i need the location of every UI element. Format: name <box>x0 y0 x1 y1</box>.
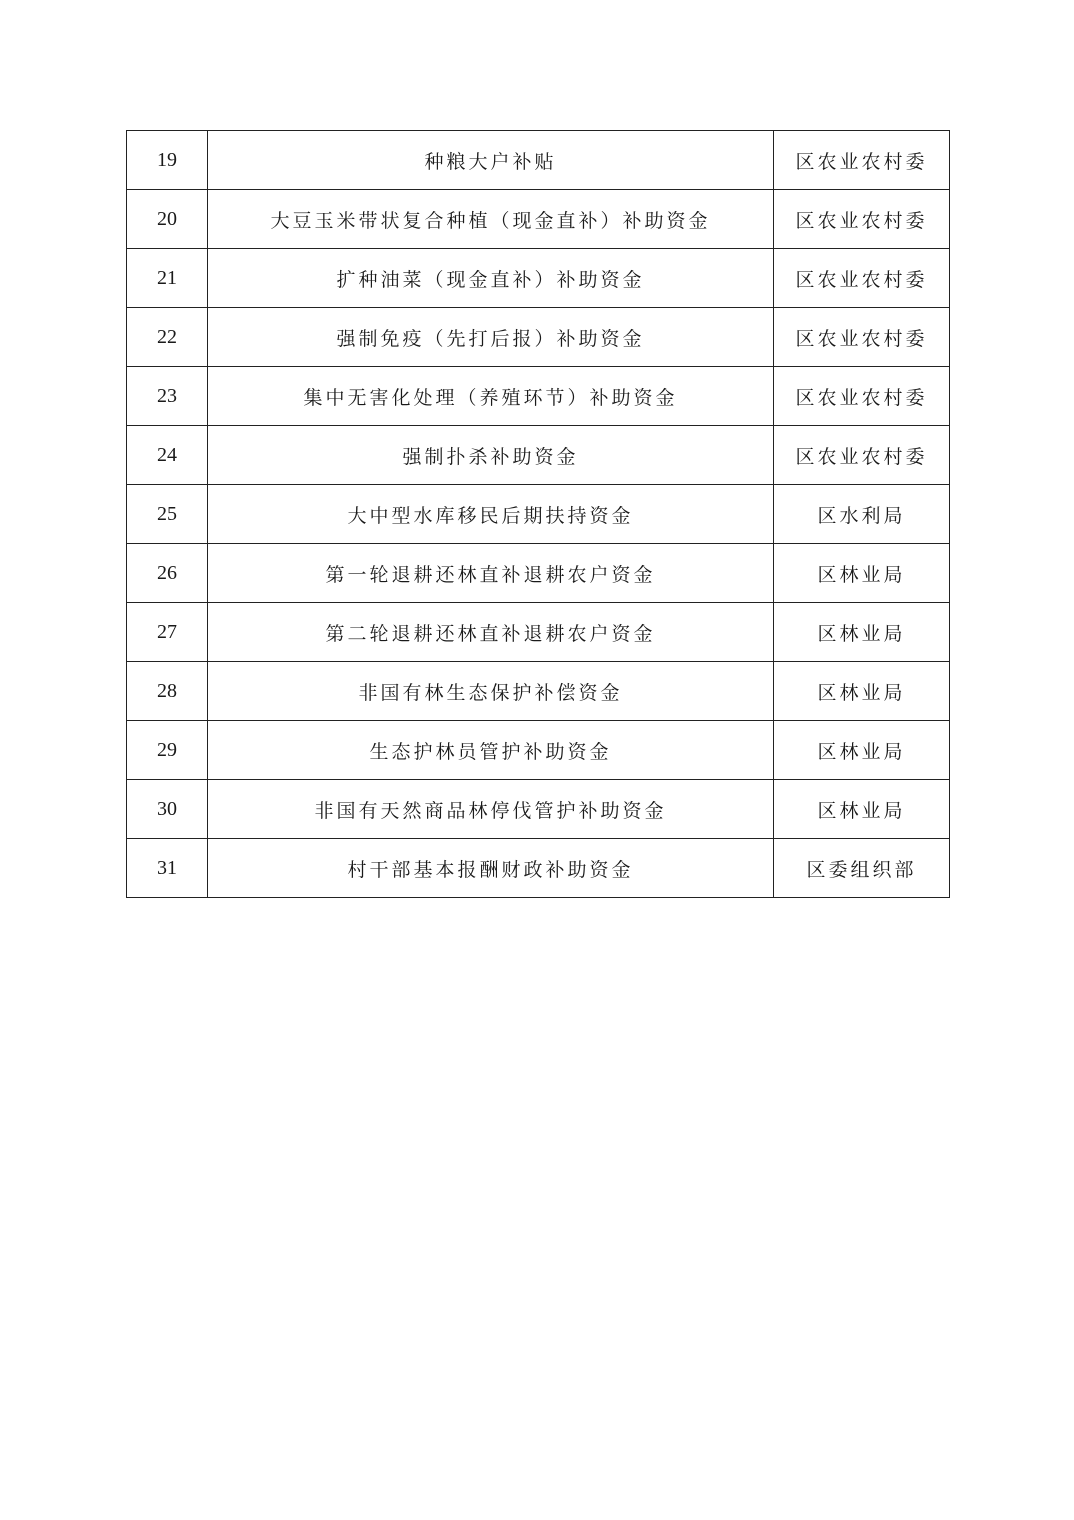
table-body <box>127 131 950 898</box>
table-row <box>127 367 950 426</box>
responsible-department: 区水利局 <box>774 485 950 544</box>
row-number: 23 <box>127 367 208 426</box>
fund-name: 村干部基本报酬财政补助资金 <box>208 839 774 898</box>
responsible-department: 区林业局 <box>774 544 950 603</box>
row-number: 22 <box>127 308 208 367</box>
fund-name: 生态护林员管护补助资金 <box>208 721 774 780</box>
responsible-department: 区林业局 <box>774 780 950 839</box>
table-row <box>127 544 950 603</box>
responsible-department: 区农业农村委 <box>774 190 950 249</box>
fund-name: 大中型水库移民后期扶持资金 <box>208 485 774 544</box>
row-number: 28 <box>127 662 208 721</box>
row-number: 19 <box>127 131 208 190</box>
row-number: 27 <box>127 603 208 662</box>
responsible-department: 区委组织部 <box>774 839 950 898</box>
table-row <box>127 662 950 721</box>
row-number: 31 <box>127 839 208 898</box>
table-row <box>127 603 950 662</box>
responsible-department: 区农业农村委 <box>774 367 950 426</box>
row-number: 25 <box>127 485 208 544</box>
fund-name: 种粮大户补贴 <box>208 131 774 190</box>
table-row <box>127 721 950 780</box>
fund-name: 强制扑杀补助资金 <box>208 426 774 485</box>
fund-name: 第一轮退耕还林直补退耕农户资金 <box>208 544 774 603</box>
table-row <box>127 485 950 544</box>
table-row <box>127 839 950 898</box>
fund-name: 第二轮退耕还林直补退耕农户资金 <box>208 603 774 662</box>
row-number: 29 <box>127 721 208 780</box>
table-row <box>127 131 950 190</box>
responsible-department: 区农业农村委 <box>774 249 950 308</box>
fund-name: 集中无害化处理（养殖环节）补助资金 <box>208 367 774 426</box>
table-row <box>127 249 950 308</box>
row-number: 30 <box>127 780 208 839</box>
row-number: 21 <box>127 249 208 308</box>
responsible-department: 区农业农村委 <box>774 426 950 485</box>
responsible-department: 区林业局 <box>774 662 950 721</box>
fund-name: 强制免疫（先打后报）补助资金 <box>208 308 774 367</box>
table-row <box>127 308 950 367</box>
responsible-department: 区林业局 <box>774 721 950 780</box>
table-row <box>127 426 950 485</box>
table-row <box>127 780 950 839</box>
row-number: 20 <box>127 190 208 249</box>
fund-name: 非国有天然商品林停伐管护补助资金 <box>208 780 774 839</box>
fund-name: 扩种油菜（现金直补）补助资金 <box>208 249 774 308</box>
fund-name: 非国有林生态保护补偿资金 <box>208 662 774 721</box>
responsible-department: 区农业农村委 <box>774 131 950 190</box>
subsidy-funds-table <box>126 130 950 898</box>
row-number: 26 <box>127 544 208 603</box>
fund-name: 大豆玉米带状复合种植（现金直补）补助资金 <box>208 190 774 249</box>
table-row <box>127 190 950 249</box>
responsible-department: 区林业局 <box>774 603 950 662</box>
row-number: 24 <box>127 426 208 485</box>
responsible-department: 区农业农村委 <box>774 308 950 367</box>
